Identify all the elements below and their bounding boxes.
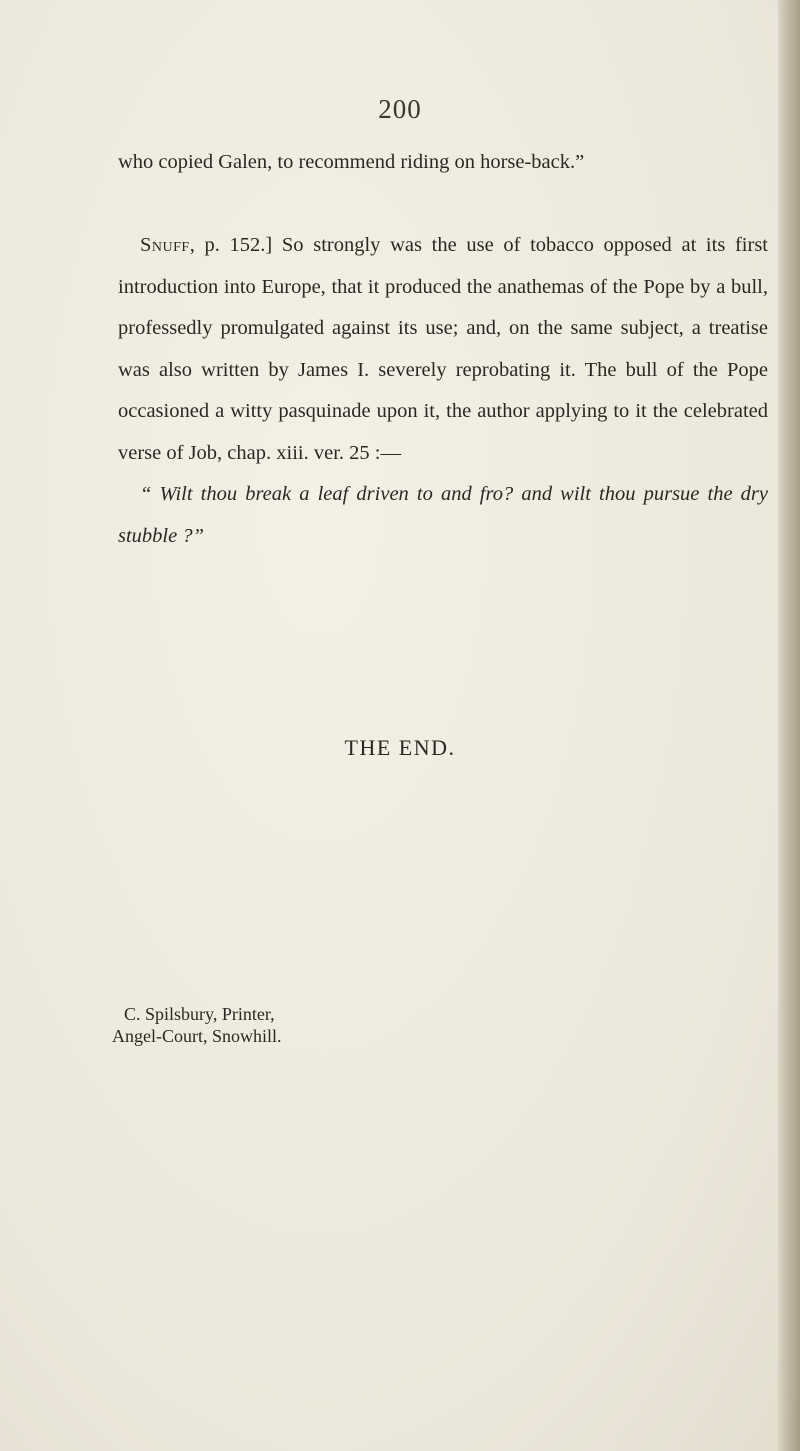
body-text [118,142,768,557]
page-number: 200 [378,94,422,124]
page-edge-shadow [778,0,800,1451]
paragraph-snuff-note [118,225,768,474]
note-lead-word: Snuff [140,234,190,256]
note-text: , p. 152.] So strongly was the use of tobacco opposed at its first introduction into Europe, that it produced the anathemas of the Pope by a bull, professedly promulgated against its use; and, on the same subject, a treatise was also written by James I. severely reprobating it. The bull of the Pope occasioned a witty pasquinade upon it, the author applying to it the celebrated verse of Job, chap. xiii. ver. 25 :— [118,234,768,464]
paragraph-continuation: who copied Galen, to recommend riding on horse-back.” [118,151,585,173]
imprint-line-2: Angel-Court, Snowhill. [112,1026,282,1046]
printer-imprint [112,1003,282,1047]
the-end-heading: THE END. [344,735,456,760]
job-quote: “ Wilt thou break a leaf driven to and fro? and wilt thou pursue the dry stubble ?” [118,483,768,547]
imprint-line-1: C. Spilsbury, Printer, [124,1004,275,1024]
